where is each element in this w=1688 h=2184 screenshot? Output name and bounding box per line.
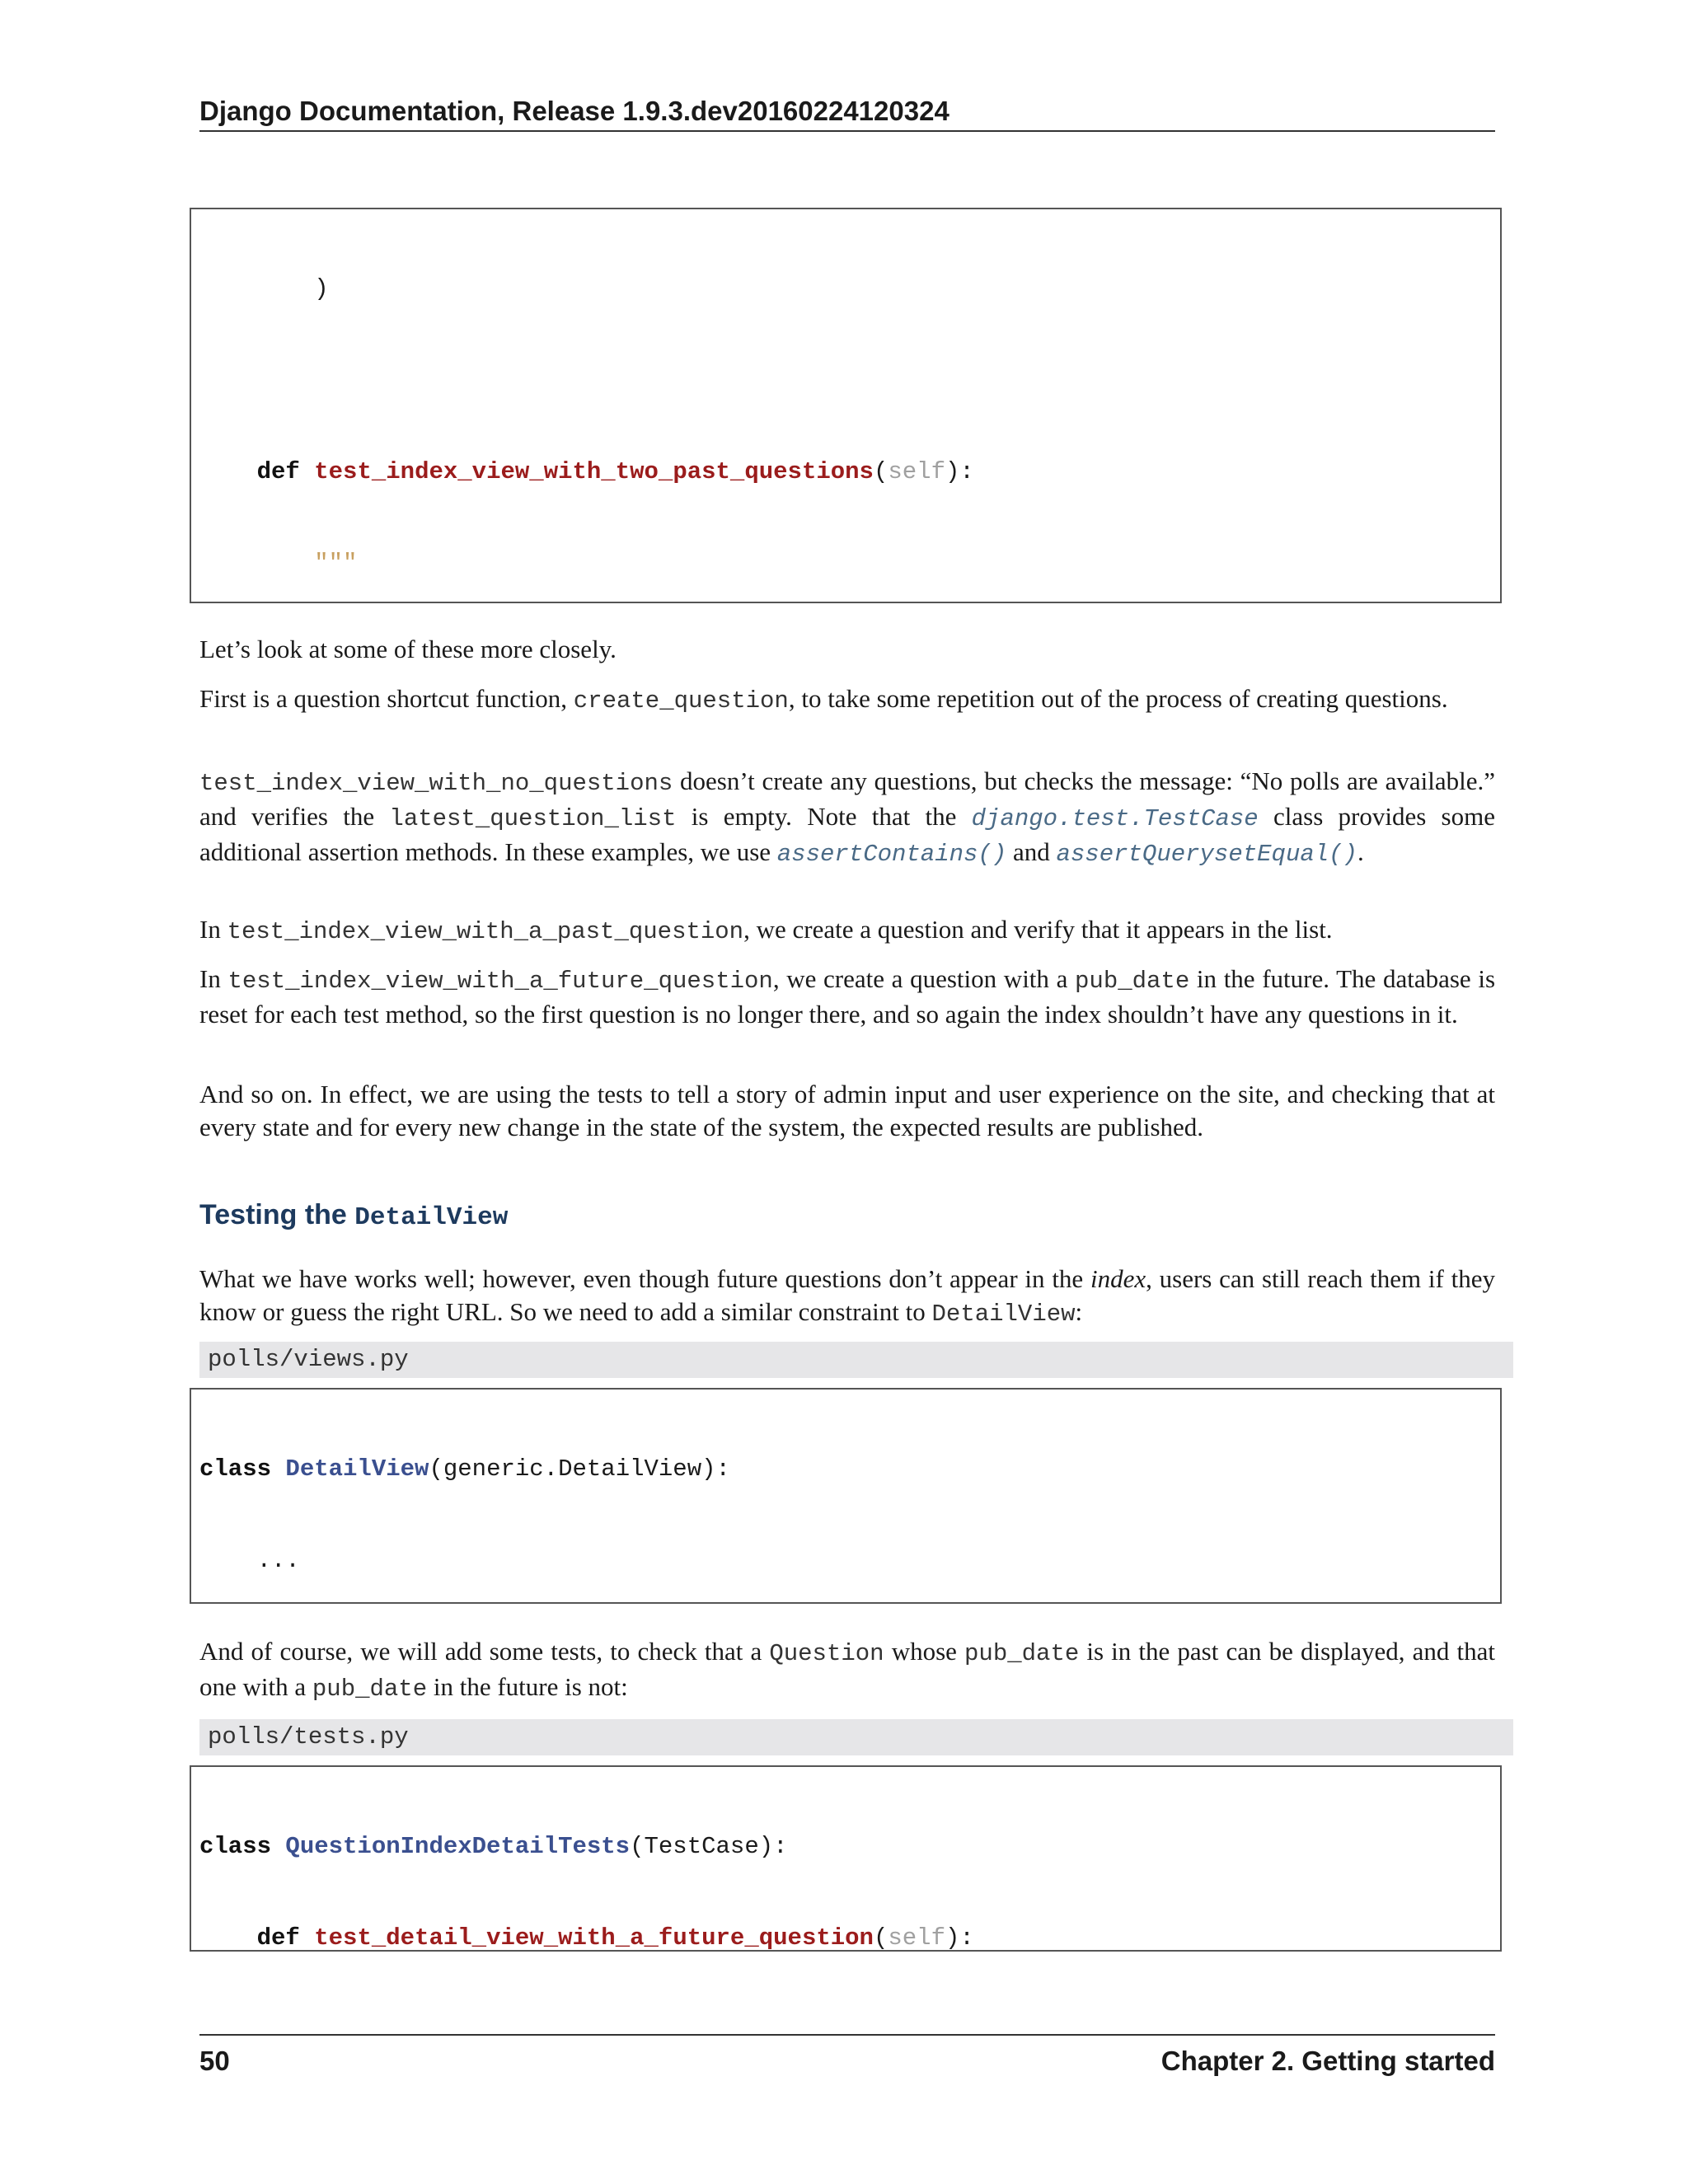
code-line: class DetailView(generic.DetailView): — [199, 1455, 730, 1483]
code-block-detailview — [190, 1388, 1502, 1604]
code-caption-tests: polls/tests.py — [199, 1719, 1513, 1755]
code-block-two-past-questions — [190, 208, 1502, 603]
paragraph-add-tests: And of course, we will add some tests, to check that a Question whose pub_date is in the past can be displayed, and that one with a pub_date in the future is not: — [199, 1637, 1495, 1703]
paragraph-create-question: First is a question shortcut function, create_question, to take some repetition out of the process of creating questions. — [199, 684, 1448, 715]
paragraph-look-closely: Let’s look at some of these more closely. — [199, 635, 617, 663]
header-title: Django Documentation, Release 1.9.3.dev20160224120324 — [199, 96, 950, 126]
page-header — [199, 91, 1495, 132]
code-line: def test_detail_view_with_a_future_question(self): — [256, 1924, 974, 1952]
code-line: ... — [256, 1547, 300, 1574]
document-page — [199, 0, 1495, 2184]
code-line — [199, 365, 1492, 396]
code-line: """ — [314, 550, 358, 577]
paragraph-future-question: In test_index_view_with_a_future_question, we create a question with a pub_date in the future. The database is reset for each test method, so the first question is no longer there, and so again the index shouldn’t have any questions in it. — [199, 964, 1496, 1029]
code-caption-views: polls/views.py — [199, 1342, 1513, 1378]
paragraph-detailview-intro: What we have works well; however, even though future questions don’t appear in the index, users can still reach them if they know or guess the right URL. So we need to add a similar constraint to DetailView: — [199, 1264, 1495, 1328]
chapter-title: Chapter 2. Getting started — [1160, 2046, 1495, 2076]
page-number: 50 — [199, 2046, 230, 2076]
code-block-detail-tests — [190, 1765, 1502, 1952]
code-line: class QuestionIndexDetailTests(TestCase): — [199, 1833, 788, 1860]
code-line: def test_index_view_with_two_past_questions(self): — [256, 458, 974, 485]
link-testcase[interactable]: django.test.TestCase — [971, 805, 1259, 832]
paragraph-past-question: In test_index_view_with_a_past_question, we create a question and verify that it appears in the list. — [199, 915, 1333, 945]
paragraph-no-questions: test_index_view_with_no_questions doesn’t create any questions, but checks the message: “No polls are available.” and verifies the latest_question_list is empty. Note that the django.test.TestCase class provides some additional assertion methods. In these examples, we use assertContains() and assertQuerysetEqual(). — [199, 766, 1495, 868]
section-heading-detailview: Testing the DetailView — [199, 1199, 509, 1232]
code-line: ) — [314, 275, 329, 302]
paragraph-and-so-on: And so on. In effect, we are using the tests to tell a story of admin input and user experience on the site, and checking that at every state and for every new change in the state of the system, the expected results are published. — [199, 1080, 1495, 1141]
link-assertquerysetequal[interactable]: assertQuerysetEqual() — [1056, 841, 1357, 868]
page-footer — [199, 2034, 1495, 2076]
link-assertcontains[interactable]: assertContains() — [776, 841, 1007, 868]
